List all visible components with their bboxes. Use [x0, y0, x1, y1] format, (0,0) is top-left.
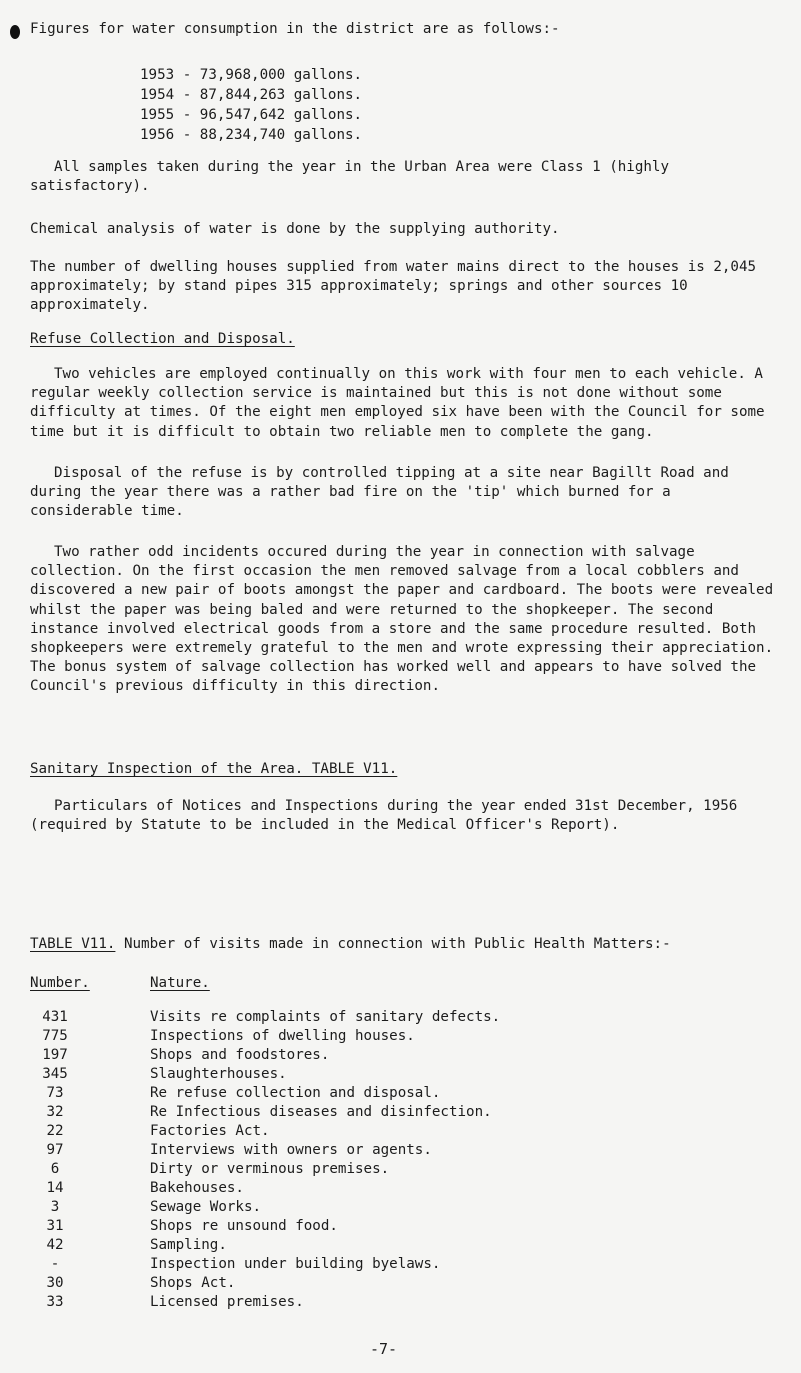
incidents-paragraph: Two rather odd incidents occured during the year in connection with salvage collection. On the first occasion the men removed salvage from a local cobblers and discovered a new pair of boots amongst the paper and cardboard. The boots were revealed whilst the paper was being baled and were returned to the shopkeeper. The second instance involved electrical goods from a store and the same procedure resulted. Both shopkeepers were extremely grateful to the men and wrote expressing their appreciation. The bonus system of salvage collection has worked well and appears to have solved the Council's previous difficulty in this direction.	[30, 544, 774, 695]
table-row: 30 Shops Act.	[46, 1275, 236, 1291]
houses-paragraph: The number of dwelling houses supplied from water mains direct to the houses is 2,045 approximately; by stand pipes 315 approximately; springs and other sources 10 approximately.	[30, 259, 757, 314]
table-row: 42 Sampling.	[46, 1237, 227, 1253]
table-row: 197 Shops and foodstores.	[42, 1047, 330, 1063]
table-caption-label: TABLE V11.	[30, 936, 116, 952]
table-row: 345 Slaughterhouses.	[42, 1066, 287, 1082]
water-consumption-list	[140, 65, 362, 145]
table-row: 431 Visits re complaints of sanitary defects.	[42, 1009, 501, 1025]
sanitary-heading: Sanitary Inspection of the Area. TABLE V11.	[30, 761, 398, 777]
punch-hole-mark	[10, 25, 20, 39]
disposal-paragraph: Disposal of the refuse is by controlled tipping at a site near Bagillt Road and during the year there was a rather bad fire on the 'tip' which burned for a considerable time.	[30, 465, 729, 520]
water-row: 1956 - 88,234,740 gallons.	[140, 127, 363, 143]
nature-column-header: Nature.	[150, 975, 210, 991]
vehicles-paragraph: Two vehicles are employed continually on this work with four men to each vehicle. A regular weekly collection service is maintained but this is not done without some difficulty at times. Of the eight men employed six have been with the Council for some time but it is difficult to obtain two reliable men to complete the gang.	[30, 366, 765, 440]
refuse-heading: Refuse Collection and Disposal.	[30, 331, 295, 347]
table-row: 6 Dirty or verminous premises.	[50, 1161, 390, 1177]
table-row: 31 Shops re unsound food.	[46, 1218, 338, 1234]
table-row: 73 Re refuse collection and disposal.	[46, 1085, 441, 1101]
table-caption	[30, 935, 780, 954]
table-row: 97 Interviews with owners or agents.	[46, 1142, 432, 1158]
table-row: 3 Sewage Works.	[50, 1199, 262, 1215]
water-intro: Figures for water consumption in the district are as follows:-	[30, 21, 560, 37]
samples-paragraph: All samples taken during the year in the Urban Area were Class 1 (highly satisfactory).	[30, 159, 669, 195]
water-row: 1954 - 87,844,263 gallons.	[140, 87, 363, 103]
page-number: -7-	[370, 1340, 398, 1358]
number-column-header: Number.	[30, 975, 90, 991]
water-row: 1953 - 73,968,000 gallons.	[140, 67, 363, 83]
chemical-paragraph: Chemical analysis of water is done by the supplying authority.	[30, 221, 560, 237]
particulars-paragraph: Particulars of Notices and Inspections during the year ended 31st December, 1956 (required by Statute to be included in the Medical Officer's Report).	[30, 798, 738, 834]
water-row: 1955 - 96,547,642 gallons.	[140, 107, 363, 123]
visits-table	[30, 1008, 500, 1312]
table-row: 22 Factories Act.	[46, 1123, 270, 1139]
table-row: 775 Inspections of dwelling houses.	[42, 1028, 415, 1044]
table-row: 32 Re Infectious diseases and disinfection.	[46, 1104, 492, 1120]
table-caption-text: Number of visits made in connection with Public Health Matters:-	[115, 936, 671, 952]
table-row: 33 Licensed premises.	[46, 1294, 304, 1310]
table-row: - Inspection under building byelaws.	[50, 1256, 441, 1272]
table-row: 14 Bakehouses.	[46, 1180, 244, 1196]
